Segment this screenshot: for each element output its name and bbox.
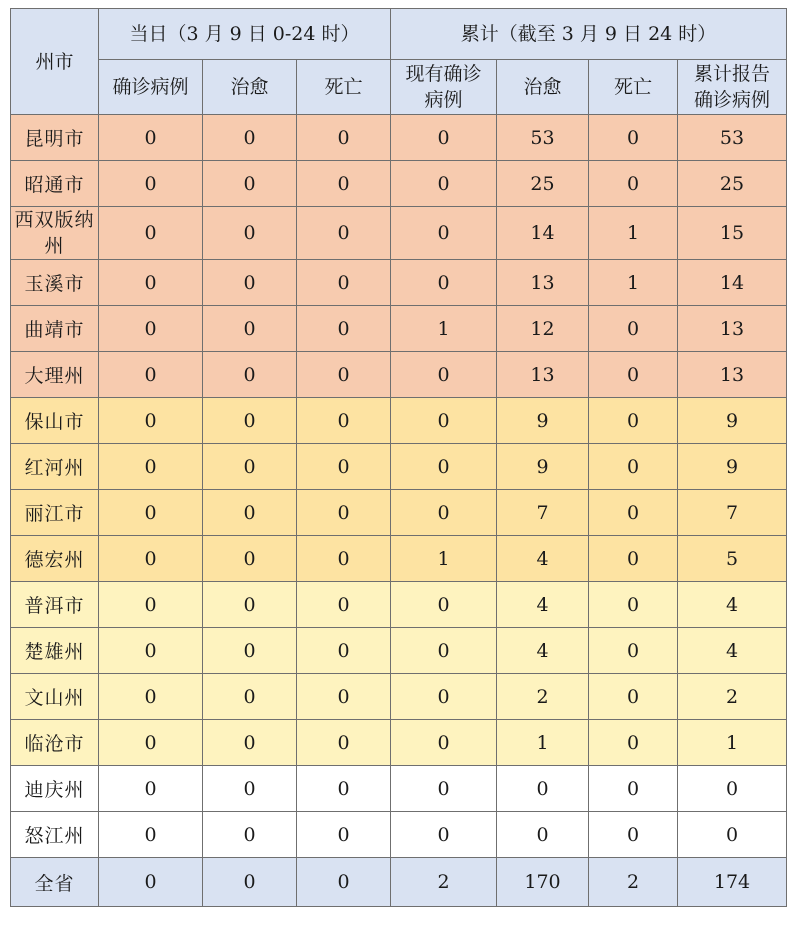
today-confirmed-cell: 0 xyxy=(99,674,203,720)
today-deaths-cell: 0 xyxy=(297,398,391,444)
today-deaths-cell: 0 xyxy=(297,628,391,674)
cum-total-cell: 13 xyxy=(678,352,787,398)
today-confirmed-cell: 0 xyxy=(99,115,203,161)
cum-cured-cell: 13 xyxy=(497,260,589,306)
cum-deaths-cell: 1 xyxy=(589,260,678,306)
cum-deaths-cell: 0 xyxy=(589,161,678,207)
today-cured-cell: 0 xyxy=(203,115,297,161)
table-row xyxy=(11,444,787,490)
cum-total-cell: 9 xyxy=(678,398,787,444)
cum-current-cell: 0 xyxy=(391,444,497,490)
cum-total-header: 累计报告确诊病例 xyxy=(678,60,787,115)
today-cured-cell: 0 xyxy=(203,306,297,352)
today-deaths-header: 死亡 xyxy=(297,60,391,115)
cum-current-cell: 0 xyxy=(391,766,497,812)
today-confirmed-cell: 0 xyxy=(99,536,203,582)
today-deaths-cell: 0 xyxy=(297,674,391,720)
cum-current-cell: 0 xyxy=(391,260,497,306)
cum-deaths-cell: 1 xyxy=(589,207,678,260)
table-header xyxy=(11,9,787,115)
cum-deaths-cell: 0 xyxy=(589,720,678,766)
today-deaths-cell: 0 xyxy=(297,766,391,812)
table-row xyxy=(11,490,787,536)
table-body xyxy=(11,115,787,907)
city-cell: 红河州 xyxy=(11,444,99,490)
covid-stats-table xyxy=(10,8,787,907)
today-cured-cell: 0 xyxy=(203,161,297,207)
cum-total-cell: 13 xyxy=(678,306,787,352)
city-cell: 德宏州 xyxy=(11,536,99,582)
table-row xyxy=(11,536,787,582)
today-confirmed-cell: 0 xyxy=(99,352,203,398)
city-cell: 大理州 xyxy=(11,352,99,398)
table-container xyxy=(10,8,787,907)
cum-current-cell: 0 xyxy=(391,628,497,674)
today-confirmed-cell: 0 xyxy=(99,444,203,490)
cum-total-cell: 15 xyxy=(678,207,787,260)
cum-total-cell: 174 xyxy=(678,858,787,907)
cum-deaths-cell: 0 xyxy=(589,398,678,444)
today-deaths-cell: 0 xyxy=(297,352,391,398)
cum-total-cell: 7 xyxy=(678,490,787,536)
today-deaths-cell: 0 xyxy=(297,812,391,858)
cum-cured-cell: 0 xyxy=(497,812,589,858)
today-cured-cell: 0 xyxy=(203,628,297,674)
cum-deaths-cell: 0 xyxy=(589,490,678,536)
today-cured-cell: 0 xyxy=(203,858,297,907)
city-header: 州市 xyxy=(11,9,99,115)
cum-cured-cell: 1 xyxy=(497,720,589,766)
table-row xyxy=(11,858,787,907)
today-deaths-cell: 0 xyxy=(297,260,391,306)
city-cell: 临沧市 xyxy=(11,720,99,766)
cum-total-cell: 1 xyxy=(678,720,787,766)
cum-total-cell: 4 xyxy=(678,628,787,674)
cum-cured-cell: 9 xyxy=(497,398,589,444)
cum-deaths-cell: 0 xyxy=(589,582,678,628)
cum-deaths-cell: 0 xyxy=(589,444,678,490)
today-deaths-cell: 0 xyxy=(297,858,391,907)
today-group-header: 当日（3 月 9 日 0-24 时） xyxy=(99,9,391,60)
table-row xyxy=(11,260,787,306)
today-deaths-cell: 0 xyxy=(297,536,391,582)
cum-current-cell: 0 xyxy=(391,674,497,720)
cum-cured-cell: 2 xyxy=(497,674,589,720)
table-row xyxy=(11,207,787,260)
cum-cured-cell: 9 xyxy=(497,444,589,490)
today-confirmed-cell: 0 xyxy=(99,812,203,858)
cum-current-cell: 0 xyxy=(391,115,497,161)
cum-total-cell: 53 xyxy=(678,115,787,161)
city-cell: 文山州 xyxy=(11,674,99,720)
cum-deaths-cell: 0 xyxy=(589,628,678,674)
cum-cured-cell: 13 xyxy=(497,352,589,398)
cum-deaths-cell: 0 xyxy=(589,766,678,812)
cum-cured-cell: 170 xyxy=(497,858,589,907)
cum-current-cell: 0 xyxy=(391,812,497,858)
today-confirmed-cell: 0 xyxy=(99,628,203,674)
cum-total-cell: 25 xyxy=(678,161,787,207)
cum-cured-cell: 53 xyxy=(497,115,589,161)
city-cell: 西双版纳州 xyxy=(11,207,99,260)
table-row xyxy=(11,352,787,398)
cum-deaths-header: 死亡 xyxy=(589,60,678,115)
header-row-sub xyxy=(11,60,787,115)
city-cell: 普洱市 xyxy=(11,582,99,628)
today-cured-cell: 0 xyxy=(203,536,297,582)
today-confirmed-cell: 0 xyxy=(99,766,203,812)
today-confirmed-cell: 0 xyxy=(99,858,203,907)
header-row-group xyxy=(11,9,787,60)
cum-cured-header: 治愈 xyxy=(497,60,589,115)
today-confirmed-cell: 0 xyxy=(99,490,203,536)
table-row xyxy=(11,582,787,628)
table-row xyxy=(11,306,787,352)
cum-deaths-cell: 0 xyxy=(589,674,678,720)
cum-current-cell: 2 xyxy=(391,858,497,907)
cum-cured-cell: 12 xyxy=(497,306,589,352)
today-cured-cell: 0 xyxy=(203,207,297,260)
today-cured-cell: 0 xyxy=(203,398,297,444)
cum-deaths-cell: 0 xyxy=(589,306,678,352)
city-cell: 保山市 xyxy=(11,398,99,444)
cum-total-cell: 2 xyxy=(678,674,787,720)
cum-current-cell: 0 xyxy=(391,582,497,628)
cum-cured-cell: 0 xyxy=(497,766,589,812)
cum-cured-cell: 14 xyxy=(497,207,589,260)
cum-deaths-cell: 0 xyxy=(589,115,678,161)
today-cured-cell: 0 xyxy=(203,766,297,812)
today-cured-header: 治愈 xyxy=(203,60,297,115)
today-cured-cell: 0 xyxy=(203,720,297,766)
cum-current-cell: 0 xyxy=(391,490,497,536)
cum-cured-cell: 25 xyxy=(497,161,589,207)
today-cured-cell: 0 xyxy=(203,674,297,720)
table-row xyxy=(11,115,787,161)
today-deaths-cell: 0 xyxy=(297,582,391,628)
cum-current-cell: 0 xyxy=(391,398,497,444)
table-row xyxy=(11,161,787,207)
city-cell: 怒江州 xyxy=(11,812,99,858)
cum-cured-cell: 4 xyxy=(497,628,589,674)
today-deaths-cell: 0 xyxy=(297,161,391,207)
cum-total-cell: 9 xyxy=(678,444,787,490)
city-cell: 昭通市 xyxy=(11,161,99,207)
cum-current-cell: 1 xyxy=(391,306,497,352)
table-row xyxy=(11,398,787,444)
city-cell: 全省 xyxy=(11,858,99,907)
cum-deaths-cell: 0 xyxy=(589,352,678,398)
today-cured-cell: 0 xyxy=(203,444,297,490)
today-deaths-cell: 0 xyxy=(297,306,391,352)
cum-current-cell: 0 xyxy=(391,207,497,260)
today-confirmed-cell: 0 xyxy=(99,260,203,306)
today-cured-cell: 0 xyxy=(203,812,297,858)
today-deaths-cell: 0 xyxy=(297,444,391,490)
cum-current-cell: 0 xyxy=(391,720,497,766)
cum-current-header: 现有确诊病例 xyxy=(391,60,497,115)
table-row xyxy=(11,628,787,674)
cum-cured-cell: 4 xyxy=(497,582,589,628)
cum-current-cell: 0 xyxy=(391,352,497,398)
today-confirmed-cell: 0 xyxy=(99,306,203,352)
cum-deaths-cell: 2 xyxy=(589,858,678,907)
today-confirmed-cell: 0 xyxy=(99,720,203,766)
table-row xyxy=(11,720,787,766)
cumulative-group-header: 累计（截至 3 月 9 日 24 时） xyxy=(391,9,787,60)
today-confirmed-cell: 0 xyxy=(99,582,203,628)
city-cell: 玉溪市 xyxy=(11,260,99,306)
city-cell: 昆明市 xyxy=(11,115,99,161)
city-cell: 楚雄州 xyxy=(11,628,99,674)
table-row xyxy=(11,812,787,858)
today-confirmed-cell: 0 xyxy=(99,207,203,260)
cum-total-cell: 4 xyxy=(678,582,787,628)
cum-cured-cell: 4 xyxy=(497,536,589,582)
city-cell: 迪庆州 xyxy=(11,766,99,812)
cum-current-cell: 0 xyxy=(391,161,497,207)
today-cured-cell: 0 xyxy=(203,582,297,628)
today-deaths-cell: 0 xyxy=(297,490,391,536)
today-deaths-cell: 0 xyxy=(297,115,391,161)
today-confirmed-header: 确诊病例 xyxy=(99,60,203,115)
today-cured-cell: 0 xyxy=(203,352,297,398)
cum-deaths-cell: 0 xyxy=(589,812,678,858)
today-cured-cell: 0 xyxy=(203,490,297,536)
cum-total-cell: 0 xyxy=(678,812,787,858)
cum-total-cell: 5 xyxy=(678,536,787,582)
city-cell: 丽江市 xyxy=(11,490,99,536)
today-confirmed-cell: 0 xyxy=(99,398,203,444)
today-deaths-cell: 0 xyxy=(297,720,391,766)
today-deaths-cell: 0 xyxy=(297,207,391,260)
cum-total-cell: 0 xyxy=(678,766,787,812)
city-cell: 曲靖市 xyxy=(11,306,99,352)
table-row xyxy=(11,766,787,812)
cum-current-cell: 1 xyxy=(391,536,497,582)
today-confirmed-cell: 0 xyxy=(99,161,203,207)
cum-total-cell: 14 xyxy=(678,260,787,306)
today-cured-cell: 0 xyxy=(203,260,297,306)
cum-deaths-cell: 0 xyxy=(589,536,678,582)
cum-cured-cell: 7 xyxy=(497,490,589,536)
table-row xyxy=(11,674,787,720)
